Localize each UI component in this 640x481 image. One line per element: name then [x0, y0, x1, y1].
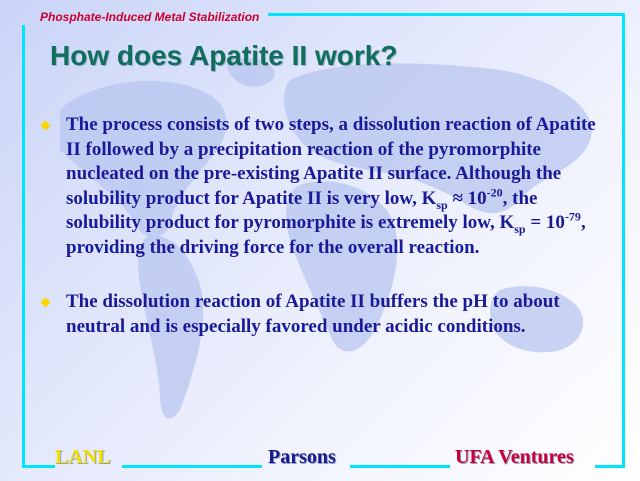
frame-bottom-line-right: [595, 465, 625, 468]
bullet-text: [66, 113, 610, 260]
footer-lanl: LANL: [55, 446, 111, 468]
exponent-superscript: -79: [564, 209, 581, 224]
frame-bottom-line-center-right: [350, 465, 450, 468]
frame-bottom-line-center-left: [122, 465, 262, 468]
bullet-text-segment: , the solubility product for pyromorphite is extremely low, K: [66, 187, 538, 233]
bullet-text-segment: = 10: [525, 212, 565, 233]
diamond-bullet-icon: [41, 121, 51, 131]
header-title: Phosphate-Induced Metal Stabilization: [40, 10, 260, 24]
frame-bottom-line-left: [22, 465, 55, 468]
page-title: How does Apatite II work?: [50, 40, 398, 71]
list-item: [38, 290, 610, 339]
bullet-text-segment: ≈ 10: [447, 187, 487, 209]
diamond-bullet-icon: [41, 298, 51, 308]
bullet-text-segment: , providing the driving force for the overall reaction.: [66, 212, 586, 258]
frame-right-line: [622, 13, 625, 468]
exponent-superscript: -20: [486, 185, 503, 200]
ksp-subscript: sp: [436, 197, 448, 212]
frame-top-line: [268, 13, 625, 16]
frame-left-line: [22, 25, 25, 468]
footer-parsons: Parsons: [268, 446, 336, 468]
bullet-text-segment: The process consists of two steps, a dissolution reaction of Apatite II followed by a precipitation reaction of the pyromorphite nucleated on the pre-existing Apatite II surface. Although the solubility product for Apatite II is very low, K: [66, 114, 596, 209]
list-item: [38, 113, 610, 260]
footer-ufa-ventures: UFA Ventures: [455, 446, 574, 468]
bullet-text: The dissolution reaction of Apatite II buffers the pH to about neutral and is especially favored under acidic conditions.: [66, 291, 560, 337]
ksp-subscript: sp: [514, 221, 526, 236]
bullet-list: [38, 113, 610, 369]
